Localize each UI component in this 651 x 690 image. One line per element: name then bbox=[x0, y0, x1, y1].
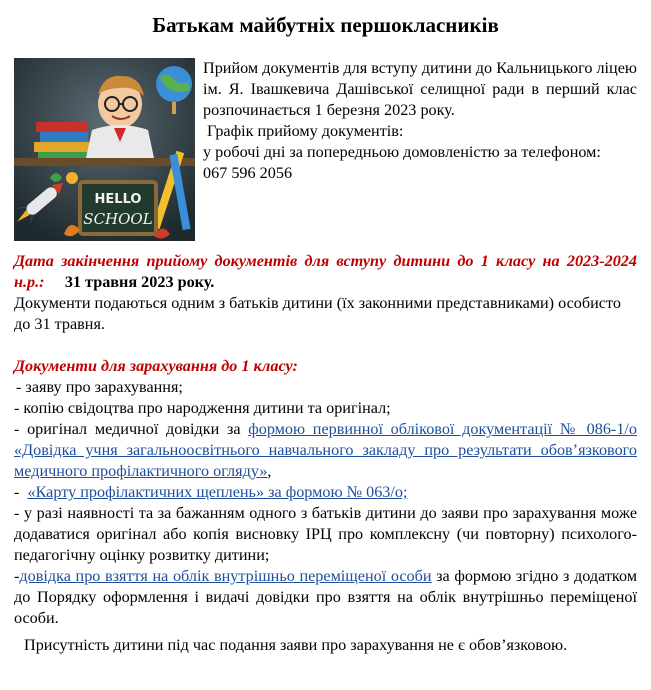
hello-text: HELLO bbox=[94, 192, 142, 207]
intro-text bbox=[203, 58, 637, 184]
vaccination-dash: - bbox=[14, 483, 20, 501]
page-title: Батькам майбутніх першокласників bbox=[152, 13, 499, 37]
vaccination-card-link[interactable]: «Карту профілактичних щеплень» за формою № 063/о; bbox=[27, 483, 408, 501]
phone-number: 067 596 2056 bbox=[203, 164, 293, 182]
admission-announcement: Прийом документів для вступу дитини до Кальницького ліцею ім. Я. Івашкевича Дашівської селищної ради в перший клас розпочинається 1 березня 2023 року. bbox=[203, 59, 637, 119]
deadline-date: 31 травня 2023 року. bbox=[64, 273, 215, 291]
schedule-label: Графік прийому документів: bbox=[207, 122, 404, 140]
school-text: SCHOOL bbox=[83, 210, 153, 228]
doc-item-application: - заяву про зарахування; bbox=[16, 378, 183, 396]
deadline-label: Дата закінчення прийому документів для вступу дитини до 1 класу на 2023-2024 н.р.: bbox=[14, 252, 637, 291]
intro-section bbox=[14, 58, 637, 241]
presence-note: Присутність дитини під час подання заяви про зарахування не є обов’язковою. bbox=[24, 636, 568, 654]
submission-note: Документи подаються одним з батьків дитини (їх законними представниками) особисто до 31 травня. bbox=[14, 294, 621, 333]
medical-certificate-text: - оригінал медичної довідки за bbox=[14, 420, 241, 438]
idp-certificate-link[interactable]: довідка про взяття на облік внутрішньо переміщеної особи bbox=[19, 567, 432, 585]
medical-certificate-end: , bbox=[267, 462, 272, 480]
idp-dash: - bbox=[14, 567, 20, 585]
doc-item-irc-conclusion: - у разі наявності та за бажанням одного з батьків дитини до заяви про зарахування може додаватися оригінал або копія висновку ІРЦ про комплексну (чи повторну) психолого-педагогічну оцінку розвитку дитини; bbox=[14, 504, 637, 564]
main-content bbox=[14, 251, 637, 656]
doc-item-birth-certificate: - копію свідоцтва про народження дитини та оригінал; bbox=[14, 399, 391, 417]
doc-item-idp-certificate bbox=[14, 566, 637, 629]
documents-heading: Документи для зарахування до 1 класу: bbox=[14, 357, 298, 375]
idp-certificate-text: за формою згідно з додатком до Порядку оформлення і видачі довідки про взяття на облік внутрішньо переміщеної особи. bbox=[14, 567, 638, 627]
doc-item-medical-certificate bbox=[14, 419, 637, 482]
hello-school-illustration bbox=[14, 58, 195, 241]
deadline-paragraph bbox=[14, 251, 637, 293]
schedule-text: у робочі дні за попередньою домовленістю за телефоном: bbox=[203, 143, 601, 161]
medical-form-link[interactable]: формою первинної облікової документації № 086-1/о «Довідка учня загальноосвітнього навчального закладу про результати обов’язкового медичного профілактичного огляду» bbox=[14, 420, 638, 480]
doc-item-vaccination-card bbox=[14, 482, 637, 503]
